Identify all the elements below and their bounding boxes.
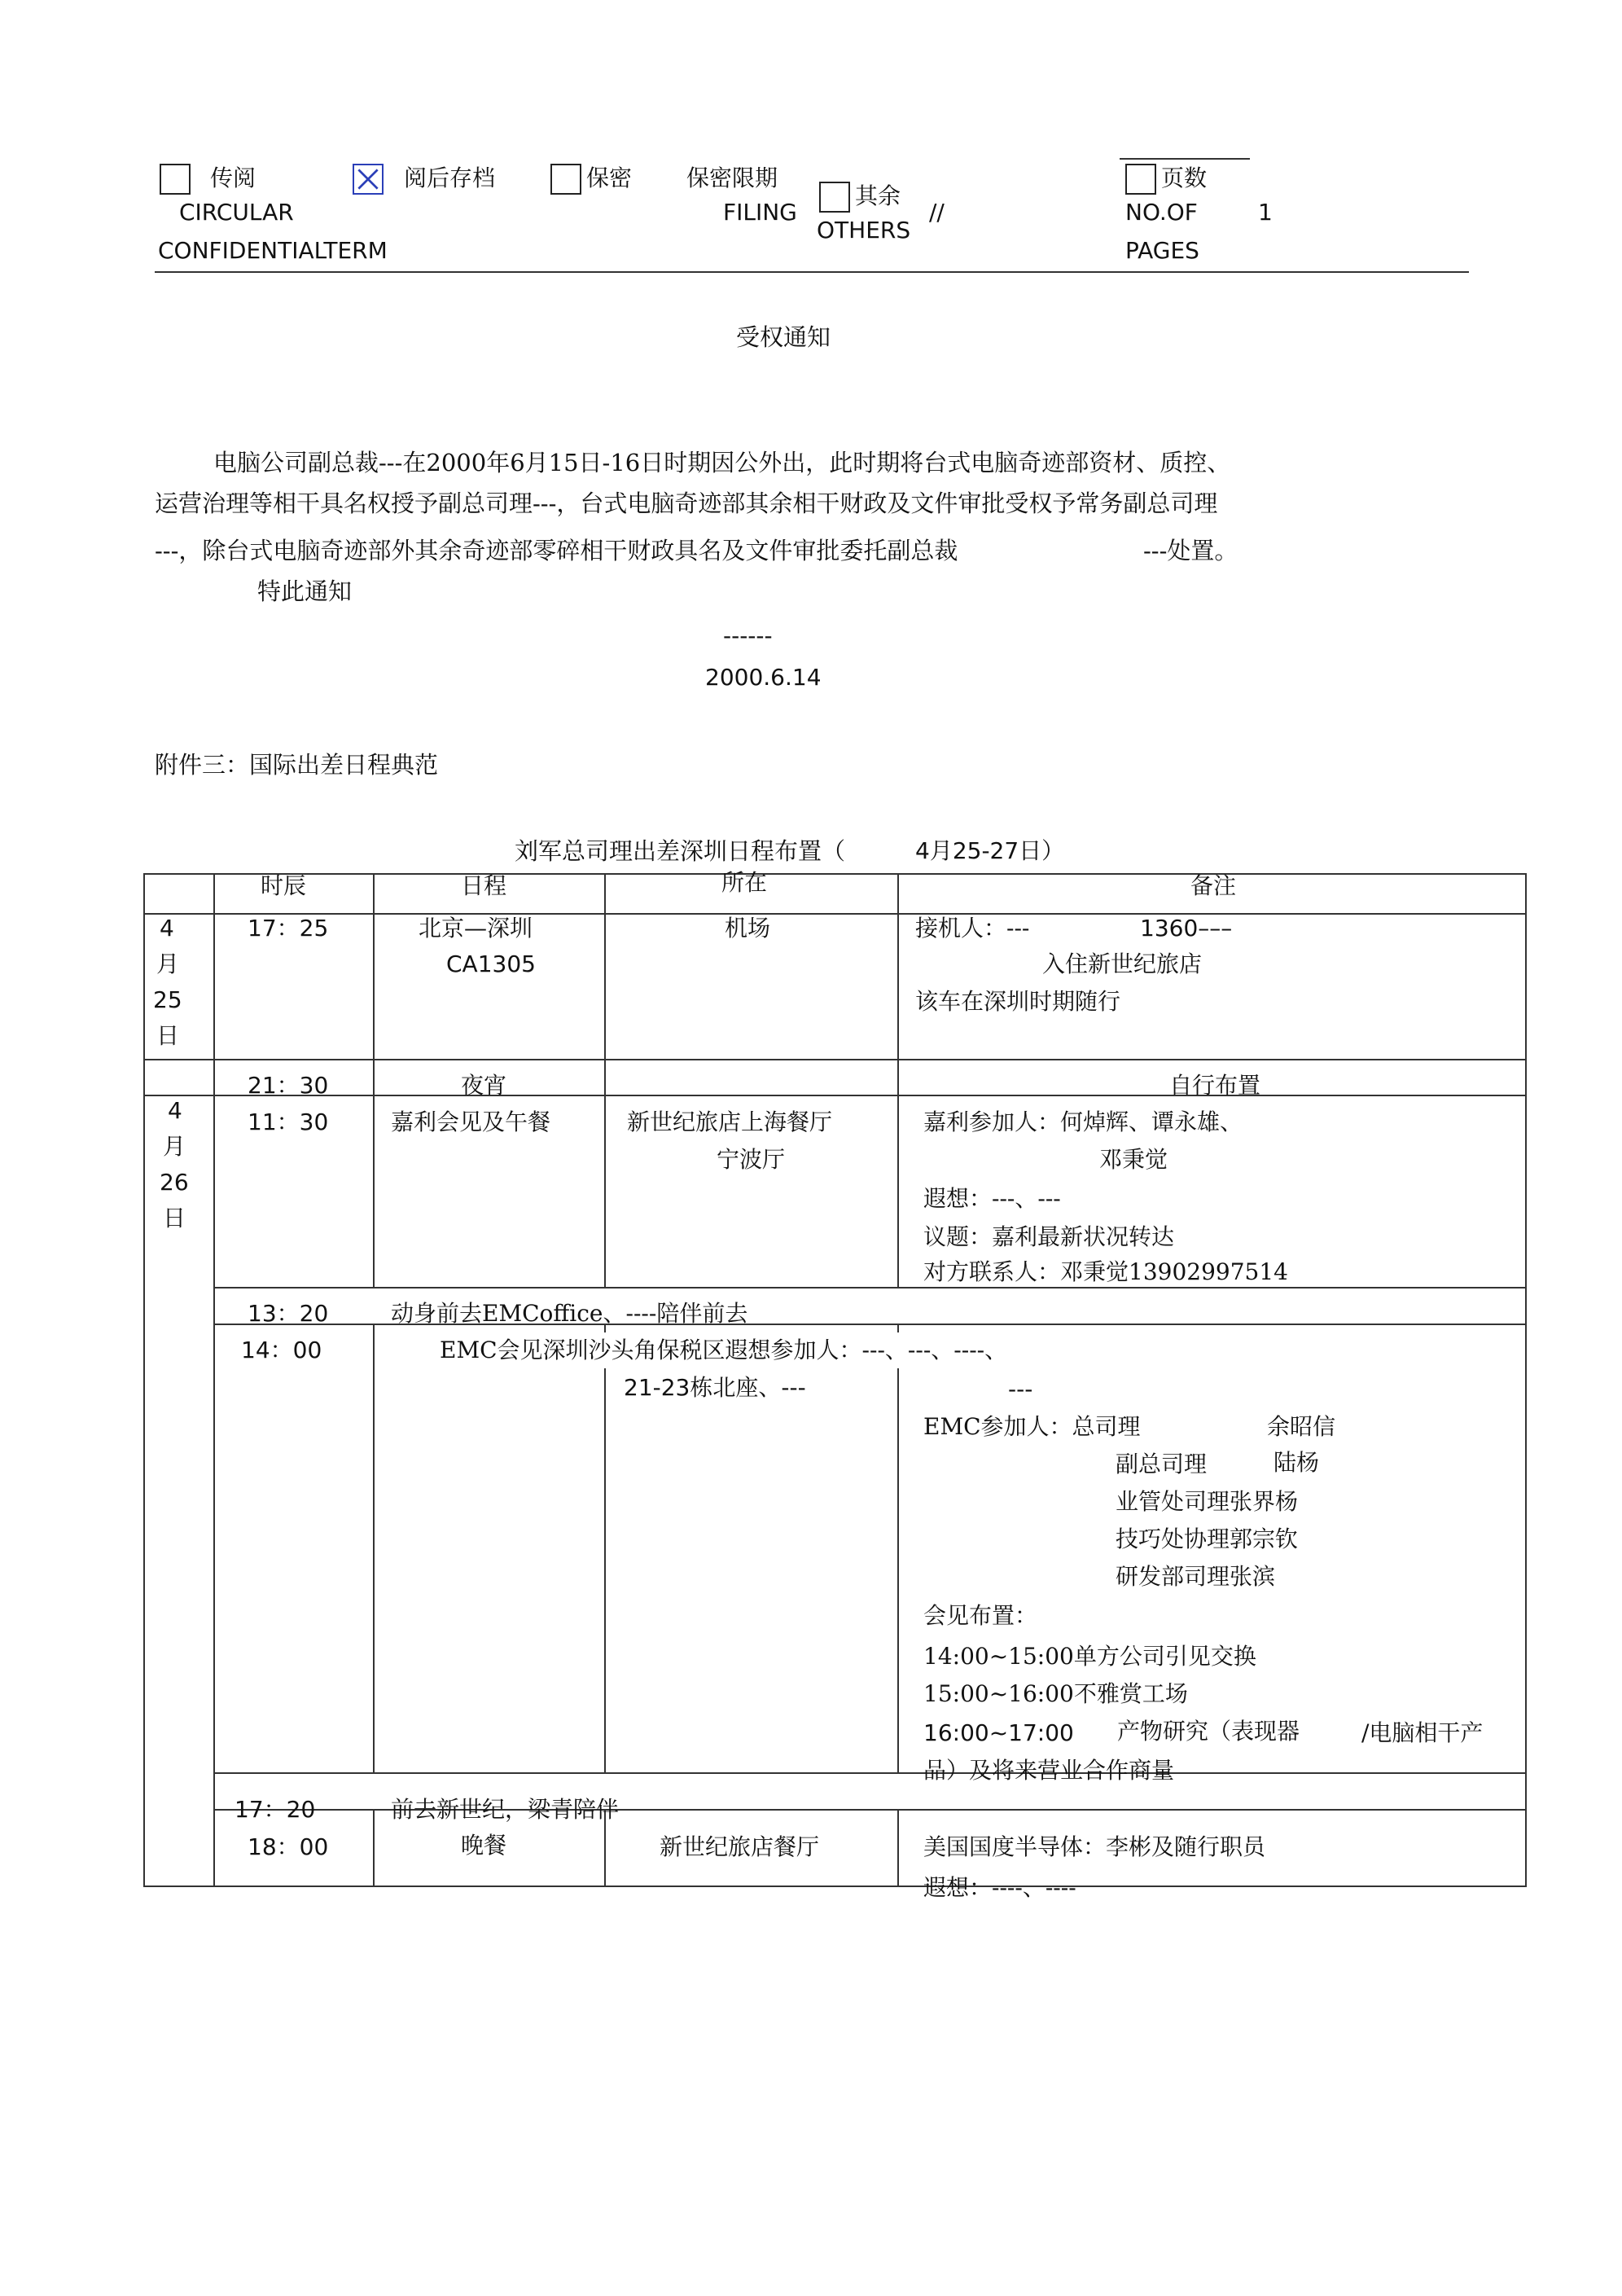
col-header-item: 日程 [461, 872, 507, 899]
row5-arrange-label: 会见布置： [923, 1602, 1038, 1629]
notice-date: 2000.6.14 [705, 664, 822, 691]
filing-label-en: FILING [723, 199, 797, 226]
row2-note: 自行布置 [1169, 1072, 1261, 1099]
row6-time: 17：20 [235, 1796, 316, 1823]
row2-time: 21：30 [248, 1072, 329, 1099]
others-label-zh: 其余 [855, 182, 901, 209]
row1-item-2: CA1305 [446, 950, 536, 977]
col-divider [373, 1809, 375, 1887]
col-divider [213, 873, 215, 1887]
row3-note-4: 议题：嘉利最新状况转达 [923, 1223, 1175, 1250]
row5-person-1: 余昭信 [1267, 1413, 1336, 1440]
pages-underline [1120, 158, 1250, 160]
row6-item: 前去新世纪，梁青陪伴 [391, 1796, 620, 1823]
row5-title-4: 技巧处协理郭宗钦 [1116, 1526, 1299, 1552]
row3-note-5: 对方联系人：邓秉觉13902997514 [923, 1258, 1288, 1285]
col-divider [604, 873, 606, 1288]
row5-session-2: 15:00~16:00不雅赏工场 [923, 1680, 1188, 1707]
schedule-title-a: 刘军总司理出差深圳日程布置（ [515, 837, 846, 865]
row5-session-3-topic-end: 品）及将来营业合作商量 [923, 1757, 1175, 1784]
row3-place-1: 新世纪旅店上海餐厅 [627, 1108, 833, 1135]
row4-time: 13：20 [248, 1300, 329, 1327]
row3-note-2: 邓秉觉 [1099, 1146, 1168, 1173]
check-x-icon [354, 165, 382, 193]
row5-time: 14：00 [241, 1337, 322, 1363]
row3-note-1: 嘉利参加人：何焯辉、谭永雄、 [923, 1108, 1243, 1135]
header-divider [155, 271, 1469, 273]
row5-session-1: 14:00~15:00单方公司引见交换 [923, 1643, 1256, 1670]
term-label-zh: 保密限期 [686, 165, 778, 191]
row-divider [143, 1095, 1527, 1096]
confidential-term-label-en: CONFIDENTIALTERM [158, 237, 388, 264]
circular-label-en: CIRCULAR [179, 199, 294, 226]
row1-note-1a: 接机人：--- [915, 915, 1030, 942]
col-header-note: 备注 [1190, 872, 1237, 899]
row4-item: 动身前去EMCoffice、----陪伴前去 [391, 1300, 748, 1327]
row3-time: 11：30 [248, 1108, 329, 1135]
row2-item: 夜宵 [461, 1072, 507, 1099]
day1-day-char: 日 [156, 1022, 180, 1049]
row7-place: 新世纪旅店餐厅 [660, 1833, 820, 1860]
circular-checkbox[interactable] [160, 164, 191, 195]
day1-month-char: 月 [156, 950, 180, 977]
col-divider [373, 1324, 375, 1773]
table-border-top [143, 873, 1527, 875]
others-label-en: OTHERS [817, 217, 911, 244]
col-divider [373, 873, 375, 1288]
notice-line-3b: ---处置。 [1143, 537, 1238, 564]
pages-label-zh: 页数 [1161, 165, 1208, 191]
notice-line-2: 运营治理等相干具名权授予副总司理---，台式电脑奇迹部其余相干财政及文件审批受权予常务副总司理 [155, 489, 1218, 517]
col-header-place: 所在 [721, 869, 768, 896]
row5-session-3-time: 16:00~17:00 [923, 1719, 1074, 1746]
day2-day-char: 日 [163, 1205, 186, 1231]
row-divider [143, 1059, 1527, 1060]
table-header-divider [143, 913, 1527, 915]
row1-item-1: 北京—深圳 [419, 915, 533, 942]
row-divider [214, 1772, 1527, 1774]
row5-session-3-topic: 产物研究（表现器 [1117, 1718, 1300, 1745]
pages-checkbox[interactable] [1125, 164, 1156, 195]
row5-note-dash: --- [1008, 1376, 1033, 1403]
row-divider [214, 1287, 1527, 1288]
table-border-left [143, 873, 145, 1887]
notice-signature: ------ [723, 622, 773, 649]
col-divider [897, 1324, 899, 1773]
row5-person-2: 陆杨 [1273, 1449, 1320, 1476]
filing-checkbox[interactable] [353, 164, 384, 195]
row3-item: 嘉利会见及午餐 [391, 1108, 551, 1135]
row7-time: 18：00 [248, 1833, 329, 1860]
row1-note-2: 入住新世纪旅店 [1042, 950, 1203, 977]
col-header-time: 时辰 [261, 872, 307, 899]
col-divider [897, 1809, 899, 1887]
noof-label-en: NO.OF [1125, 199, 1198, 226]
confidential-checkbox[interactable] [550, 164, 581, 195]
row1-place: 机场 [725, 915, 771, 942]
row1-time: 17：25 [248, 915, 329, 942]
notice-line-4: 特此通知 [257, 577, 353, 605]
row7-item: 晚餐 [461, 1832, 507, 1859]
slashes: // [929, 199, 945, 226]
table-border-bottom [143, 1886, 1527, 1887]
others-checkbox[interactable] [819, 182, 850, 213]
notice-line-3a: ---，除台式电脑奇迹部外其余奇迹部零碎相干财政具名及文件审批委托副总裁 [155, 537, 958, 564]
circular-label-zh: 传阅 [210, 165, 256, 191]
day2-month-num: 4 [168, 1097, 182, 1124]
row1-note-1b: 1360––– [1140, 915, 1233, 942]
col-divider [897, 873, 899, 1288]
notice-line-1: 电脑公司副总裁---在2000年6月15日-16日时期因公外出，此时期将台式电脑奇迹部资材、质控、 [213, 449, 1231, 476]
pages-label-en: PAGES [1125, 237, 1199, 264]
filing-label-zh: 阅后存档 [404, 165, 496, 191]
row7-note-2: 遐想：----、---- [923, 1874, 1076, 1901]
row3-place-2: 宁波厅 [717, 1146, 786, 1173]
page-count: 1 [1258, 199, 1273, 226]
row5-place-2: 21-23栋北座、--- [624, 1374, 806, 1401]
notice-title: 受权通知 [736, 323, 831, 351]
row5-session-3-topic-cont: /电脑相干产 [1361, 1719, 1484, 1746]
row5-title-2: 副总司理 [1116, 1451, 1208, 1477]
row5-title-5: 研发部司理张滨 [1116, 1563, 1276, 1590]
row7-note-1: 美国国度半导体：李彬及随行职员 [923, 1833, 1266, 1860]
col-divider [604, 1324, 606, 1773]
day2-day-num: 26 [160, 1169, 189, 1196]
schedule-title-b: 4月25-27日） [915, 837, 1065, 864]
table-border-right [1525, 873, 1527, 1887]
row1-note-3: 该车在深圳时期随行 [915, 988, 1121, 1015]
row3-note-3: 遐想：---、--- [923, 1185, 1061, 1212]
day1-day-num: 25 [153, 986, 182, 1013]
day2-month-char: 月 [163, 1133, 186, 1160]
day1-month-num: 4 [160, 915, 174, 942]
row5-title-3: 业管处司理张界杨 [1116, 1488, 1299, 1515]
confidential-label-zh: 保密 [586, 165, 633, 191]
row5-emc-label: EMC参加人：总司理 [923, 1413, 1141, 1440]
attachment-label: 附件三：国际出差日程典范 [155, 751, 439, 779]
row5-line-1: EMC会见深圳沙头角保税区遐想参加人：---、---、----、 [440, 1332, 1010, 1368]
